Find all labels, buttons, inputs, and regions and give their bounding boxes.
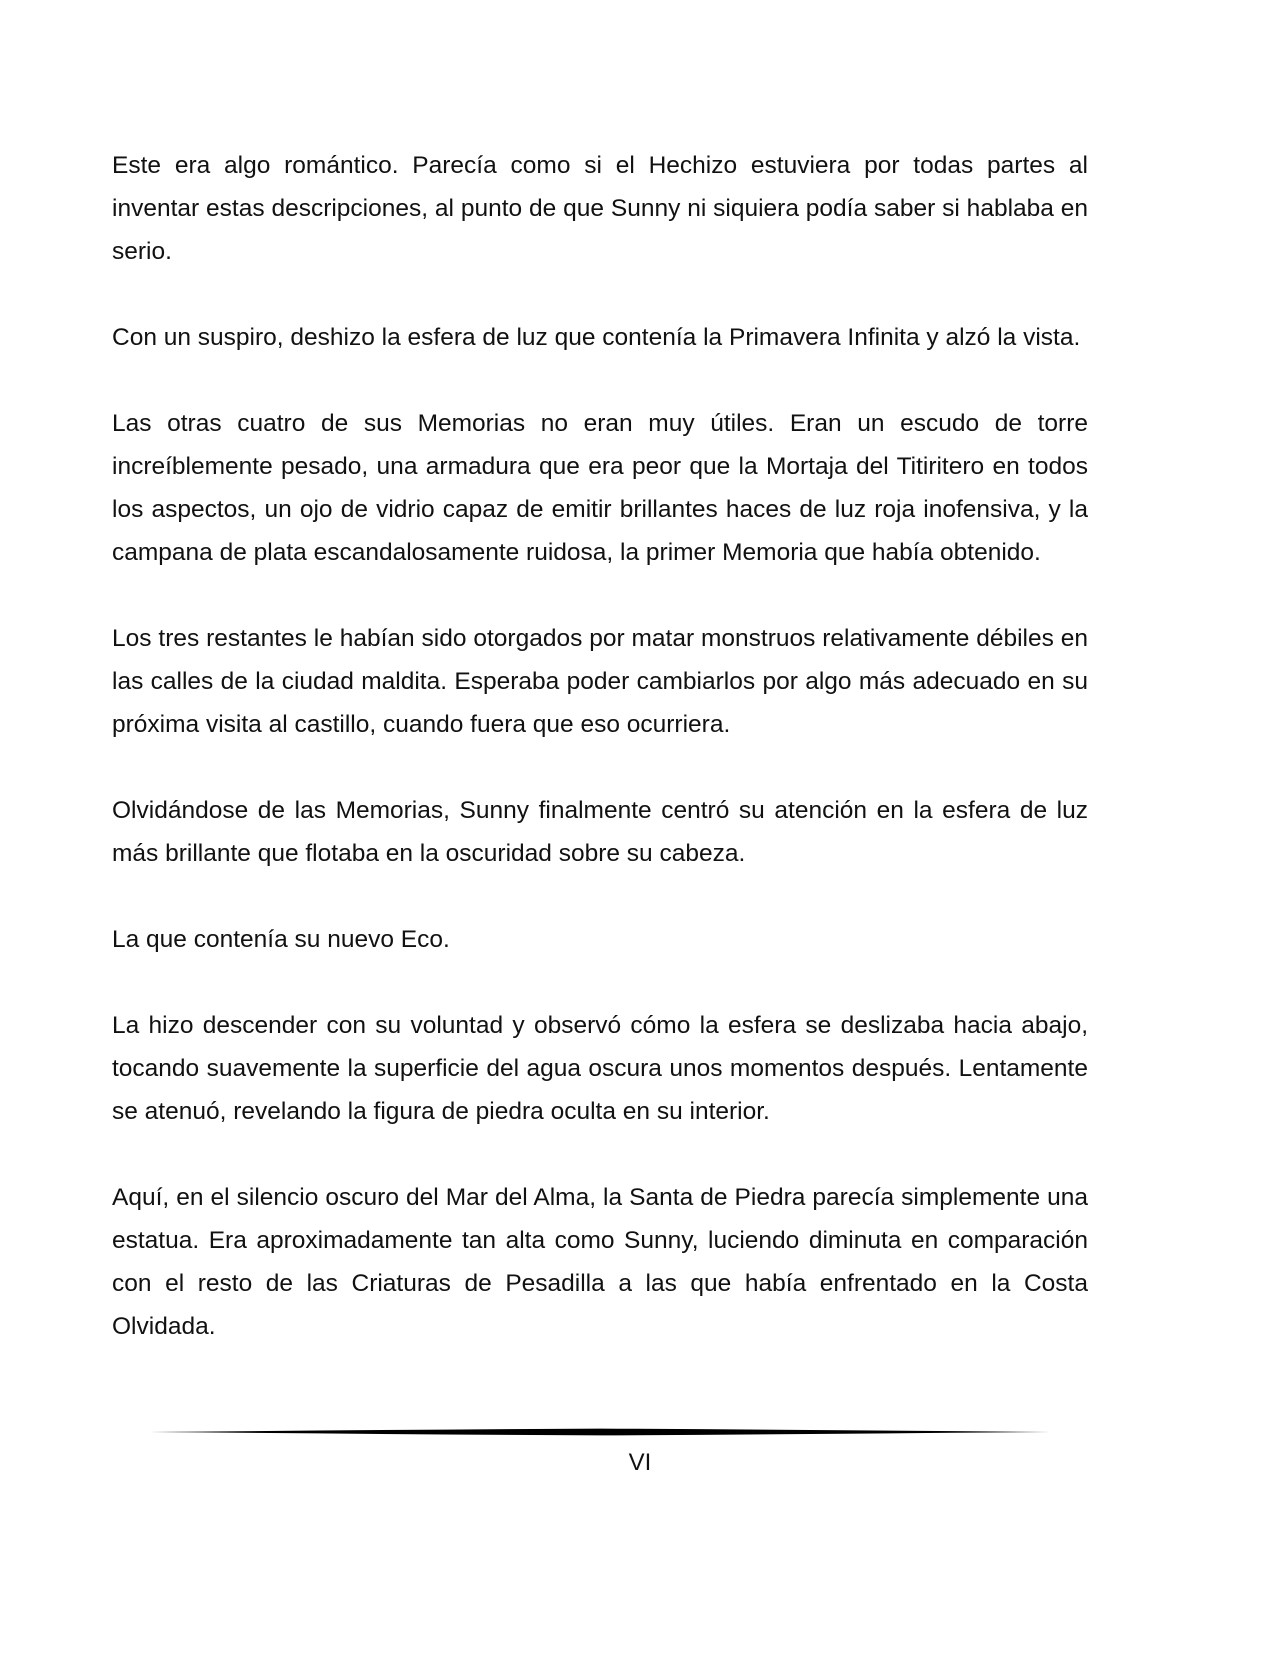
paragraph: Olvidándose de las Memorias, Sunny finalmente centró su atención en la esfera de luz más brillante que flotaba en la oscuridad sobre su cabeza. (112, 797, 1088, 867)
page-number: VI (628, 1449, 652, 1476)
paragraph: Aquí, en el silencio oscuro del Mar del Alma, la Santa de Piedra parecía simplemente una estatua. Era aproximadamente tan alta como Sunny, luciendo diminuta en comparación con el resto de las Criaturas de Pesadilla a las que había enfrentado en la Costa Olvidada. (112, 1184, 1088, 1340)
footer-divider (150, 1426, 1050, 1438)
paragraph: Este era algo romántico. Parecía como si el Hechizo estuviera por todas partes al inventar estas descripciones, al punto de que Sunny ni siquiera podía saber si hablaba en serio. (112, 152, 1088, 265)
paragraph: La hizo descender con su voluntad y observó cómo la esfera se deslizaba hacia abajo, tocando suavemente la superficie del agua oscura unos momentos después. Lentamente se atenuó, revelando la figura de piedra oculta en su interior. (112, 1012, 1088, 1125)
paragraph: La que contenía su nuevo Eco. (112, 926, 450, 953)
paragraph: Con un suspiro, deshizo la esfera de luz que contenía la Primavera Infinita y alzó la vista. (112, 324, 1081, 351)
body-text (112, 144, 1088, 1391)
paragraph: Las otras cuatro de sus Memorias no eran muy útiles. Eran un escudo de torre increíblemente pesado, una armadura que era peor que la Mortaja del Titiritero en todos los aspectos, un ojo de vidrio capaz de emitir brillantes haces de luz roja inofensiva, y la campana de plata escandalosamente ruidosa, la primer Memoria que había obtenido. (112, 410, 1088, 566)
paragraph: Los tres restantes le habían sido otorgados por matar monstruos relativamente débiles en las calles de la ciudad maldita. Esperaba poder cambiarlos por algo más adecuado en su próxima visita al castillo, cuando fuera que eso ocurriera. (112, 625, 1088, 738)
